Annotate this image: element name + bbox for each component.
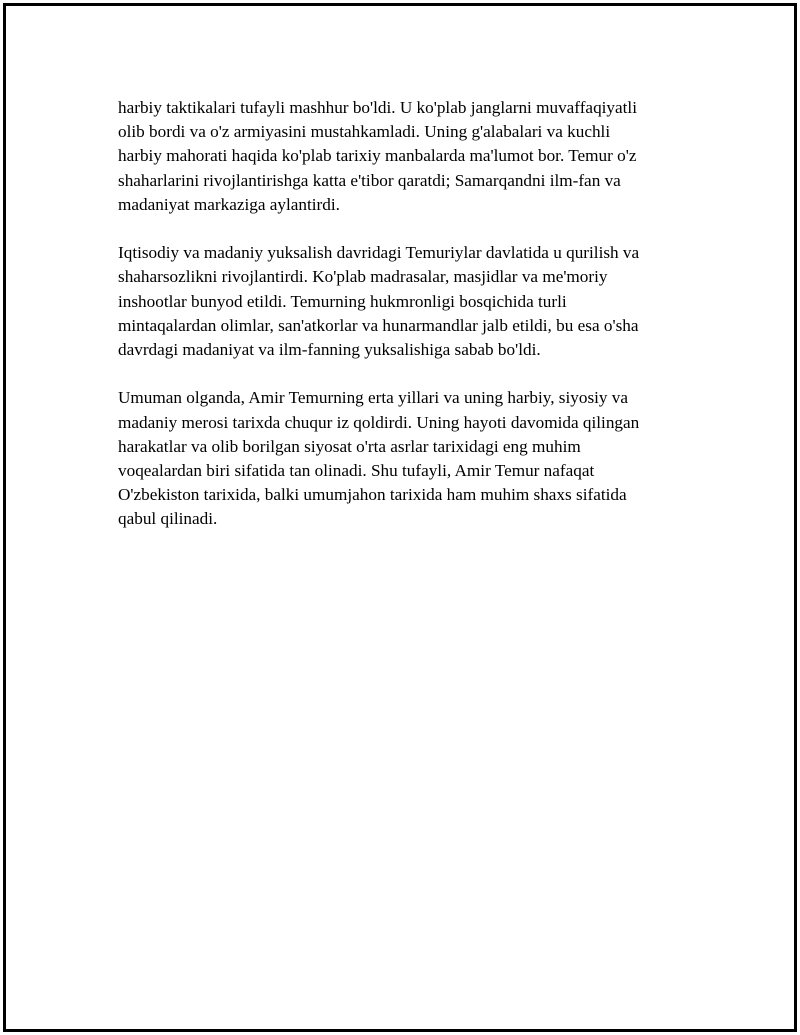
text-line: harbiy taktikalari tufayli mashhur bo'ldi. U ko'plab janglarni muvaffaqiyatli [118, 98, 637, 117]
text-line: Iqtisodiy va madaniy yuksalish davridagi Temuriylar davlatida u qurilish va [118, 243, 640, 263]
text-line: voqealardan biri sifatida tan olinadi. Shu tufayli, Amir Temur nafaqat [118, 461, 595, 481]
paragraph-3 [118, 386, 693, 531]
text-line: madaniyat markaziga aylantirdi. [118, 194, 340, 214]
text-line: inshootlar bunyod etildi. Temurning hukmronligi bosqichida turli [118, 291, 567, 311]
text-line: harakatlar va olib borilgan siyosat o'rta asrlar tarixidagi eng muhim [118, 436, 581, 456]
text-line: mintaqalardan olimlar, san'atkorlar va hunarmandlar jalb etildi, bu esa o'sha [118, 315, 639, 335]
text-line: Umuman olganda, Amir Temurning erta yillari va uning harbiy, siyosiy va [118, 388, 629, 408]
paragraph-1 [118, 96, 693, 217]
text-line: davrdagi madaniyat va ilm-fanning yuksalishiga sabab bo'ldi. [118, 340, 541, 360]
text-line: shaharlarini rivojlantirishga katta e'tibor qaratdi; Samarqandni ilm-fan va [118, 170, 621, 190]
text-line: olib bordi va o'z armiyasini mustahkamladi. Uning g'alabalari va kuchli [118, 122, 611, 142]
text-line: shaharsozlikni rivojlantirdi. Ko'plab madrasalar, masjidlar va me'moriy [118, 267, 608, 287]
text-line: madaniy merosi tarixda chuqur iz qoldirdi. Uning hayoti davomida qilingan [118, 412, 640, 432]
text-line: qabul qilinadi. [118, 509, 218, 529]
text-line: harbiy mahorati haqida ko'plab tarixiy manbalarda ma'lumot bor. Temur o'z [118, 146, 637, 166]
paragraph-2 [118, 241, 693, 362]
text-line: O'zbekiston tarixida, balki umumjahon tarixida ham muhim shaxs sifatida [118, 485, 627, 505]
document-body [118, 96, 693, 556]
